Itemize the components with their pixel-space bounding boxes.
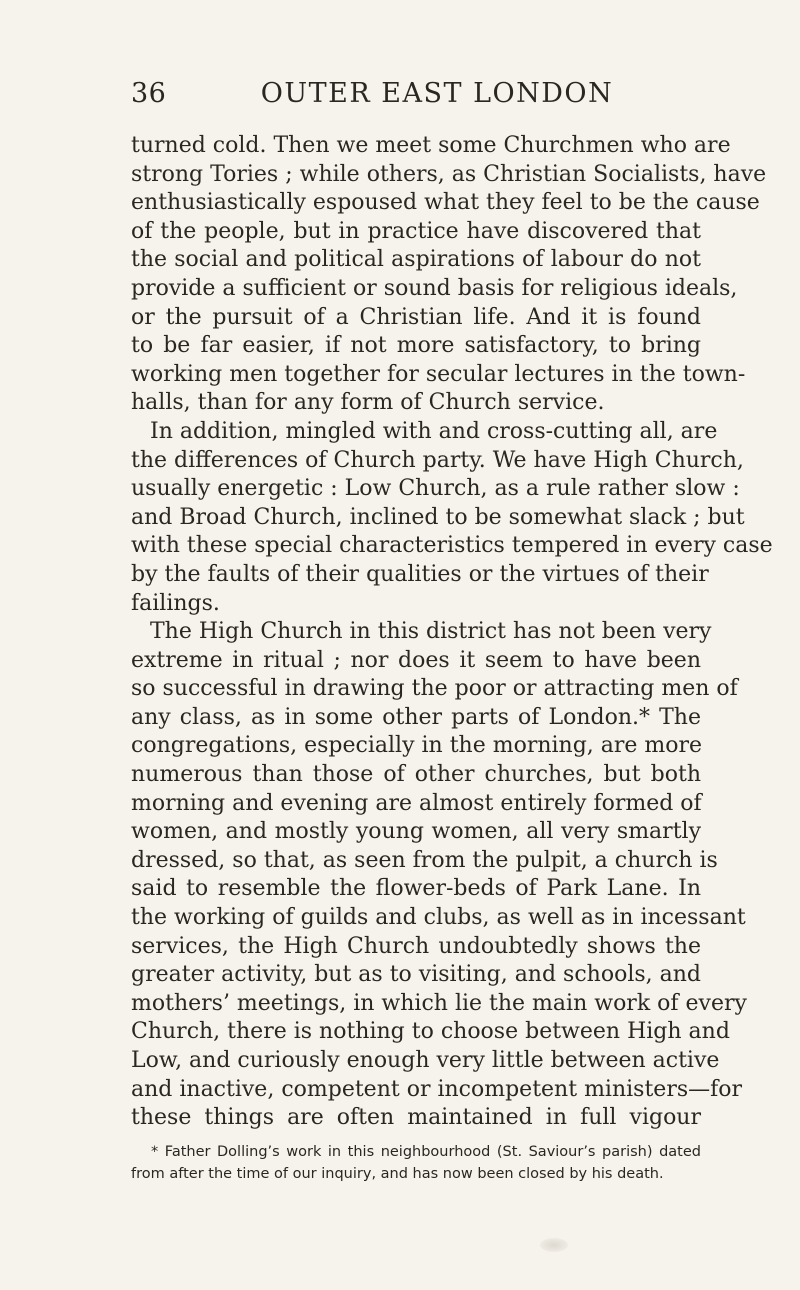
text-line: dressed, so that, as seen from the pulpit, a church is (131, 847, 718, 873)
text-line: the social and political aspirations of labour do not (131, 247, 701, 273)
text-line: Church, there is nothing to choose between High and (131, 1019, 730, 1045)
text-line: morning and evening are almost entirely formed of (131, 790, 702, 816)
text-line: provide a sufficient or sound basis for religious ideals, (131, 275, 738, 301)
paragraph-start-line: In addition, mingled with and cross-cutting all, are (150, 418, 718, 444)
text-line: with these special characteristics tempered in every case (131, 533, 773, 559)
text-line: enthusiastically espoused what they feel to be the cause (131, 190, 760, 216)
text-line: said to resemble the flower-beds of Park Lane. In (131, 876, 701, 902)
text-line: mothers’ meetings, in which lie the main work of every (131, 990, 747, 1016)
text-line: and inactive, competent or incompetent ministers—for (131, 1076, 743, 1102)
text-line: usually energetic : Low Church, as a rule rather slow : (131, 476, 740, 502)
page-header (131, 78, 701, 118)
text-line: working men together for secular lectures in the town- (131, 361, 746, 387)
text-line: turned cold. Then we meet some Churchmen who are (131, 133, 731, 158)
text-line: so successful in drawing the poor or attracting men of (131, 676, 738, 702)
text-line: halls, than for any form of Church service. (131, 390, 605, 416)
text-line: and Broad Church, inclined to be somewhat slack ; but (131, 504, 745, 530)
text-line: failings. (131, 590, 220, 616)
text-line: extreme in ritual ; nor does it seem to have been (131, 647, 701, 673)
text-line: to be far easier, if not more satisfactory, to bring (131, 333, 701, 359)
text-line: the working of guilds and clubs, as well as in incessant (131, 905, 746, 931)
text-line: by the faults of their qualities or the virtues of their (131, 561, 709, 587)
body-text (131, 132, 773, 1133)
paragraph-start-line: The High Church in this district has not been very (150, 619, 712, 645)
text-line: of the people, but in practice have discovered that (131, 218, 701, 244)
text-line: congregations, especially in the morning, are more (131, 733, 703, 759)
page-number: 36 (131, 78, 167, 109)
footnote-line: * Father Dolling’s work in this neighbourhood (St. Saviour’s parish) dated (151, 1144, 701, 1160)
text-line: these things are often maintained in full vigour (131, 1105, 701, 1131)
text-line: services, the High Church undoubtedly shows the (131, 933, 701, 959)
text-line: greater activity, but as to visiting, and schools, and (131, 962, 702, 988)
text-line: the differences of Church party. We have High Church, (131, 447, 744, 473)
footnote-line: from after the time of our inquiry, and has now been closed by his death. (131, 1166, 664, 1182)
text-line: or the pursuit of a Christian life. And it is found (131, 304, 701, 330)
text-line: any class, as in some other parts of London.* The (131, 704, 701, 730)
text-line: women, and mostly young women, all very smartly (131, 819, 701, 845)
paper-smudge (540, 1238, 568, 1252)
text-line: numerous than those of other churches, but both (131, 762, 701, 788)
footnote (131, 1141, 701, 1185)
text-line: Low, and curiously enough very little between active (131, 1048, 720, 1073)
text-line: strong Tories ; while others, as Christian Socialists, have (131, 161, 767, 187)
running-head: OUTER EAST LONDON (260, 78, 614, 109)
